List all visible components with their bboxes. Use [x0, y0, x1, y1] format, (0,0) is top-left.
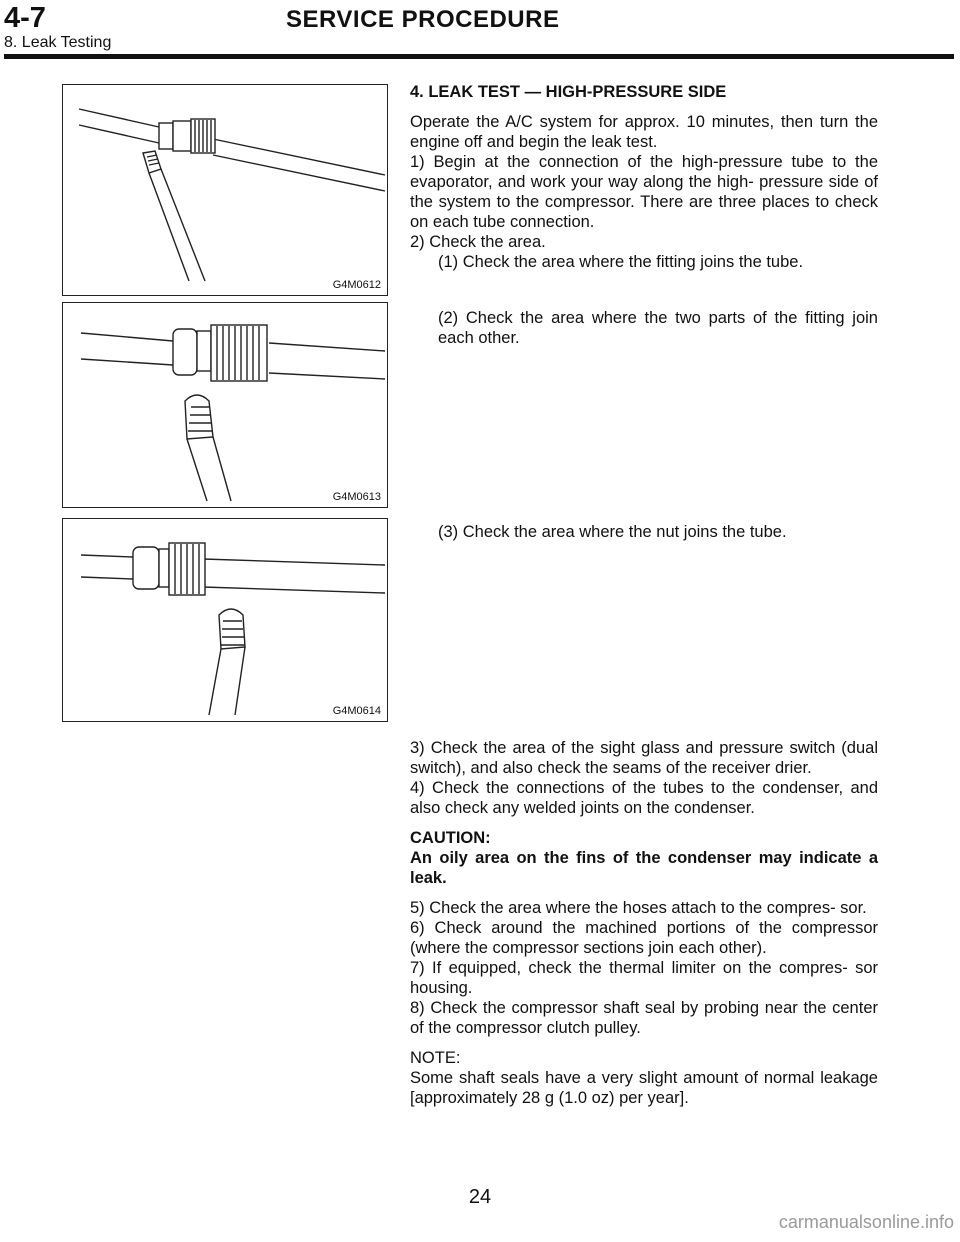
body-text-top [410, 82, 878, 272]
note-label: NOTE: [410, 1049, 461, 1067]
figure-code: G4M0613 [332, 491, 381, 503]
caution-label: CAUTION: [410, 829, 491, 847]
step-6: 6) Check around the machined portions of the compressor (where the compressor sections join each other). [410, 919, 878, 957]
body-text-fig3 [410, 522, 878, 542]
caution-text: An oily area on the fins of the condenser may indicate a leak. [410, 849, 878, 887]
section-number: 4-7 [4, 2, 46, 34]
step-2-1: (1) Check the area where the fitting joins the tube. [438, 253, 804, 271]
step-2-3: (3) Check the area where the nut joins the tube. [438, 523, 787, 541]
fitting-parts-joint-illustration [63, 303, 387, 507]
subsection-title: 8. Leak Testing [4, 34, 112, 51]
step-1: 1) Begin at the connection of the high-pressure tube to the evaporator, and work your way along the high- pressure side of the system to the compressor. There are three places to check on each tube connection. [410, 153, 878, 231]
watermark: carmanualsonline.info [778, 1212, 954, 1232]
step-8: 8) Check the compressor shaft seal by probing near the center of the compressor clutch pulley. [410, 999, 878, 1037]
step-7: 7) If equipped, check the thermal limiter on the compres- sor housing. [410, 959, 878, 997]
page-header [4, 0, 954, 60]
body-text-fig2 [410, 308, 878, 348]
figure-nut-tube-joint [62, 518, 388, 722]
body-text-bottom [410, 738, 878, 1108]
step-5: 5) Check the area where the hoses attach to the compres- sor. [410, 899, 867, 917]
figure-code: G4M0612 [332, 279, 381, 291]
section-title: SERVICE PROCEDURE [286, 6, 560, 33]
step-3: 3) Check the area of the sight glass and pressure switch (dual switch), and also check the seams of the receiver drier. [410, 739, 878, 777]
step-4: 4) Check the connections of the tubes to the condenser, and also check any welded joints on the condenser. [410, 779, 878, 817]
section-heading: 4. LEAK TEST — HIGH-PRESSURE SIDE [410, 83, 727, 101]
figure-code: G4M0614 [332, 705, 381, 717]
note-text: Some shaft seals have a very slight amount of normal leakage [approximately 28 g (1.0 oz) per year]. [410, 1069, 878, 1107]
paragraph-intro: Operate the A/C system for approx. 10 minutes, then turn the engine off and begin the leak test. [410, 113, 878, 151]
figure-fitting-tube-joint [62, 84, 388, 296]
fitting-tube-joint-illustration [63, 85, 387, 295]
header-rule [4, 54, 954, 59]
figure-fitting-parts-joint [62, 302, 388, 508]
page-number: 24 [468, 1186, 492, 1208]
step-2: 2) Check the area. [410, 233, 546, 251]
nut-tube-joint-illustration [63, 519, 387, 721]
step-2-2: (2) Check the area where the two parts of the fitting join each other. [438, 309, 878, 347]
